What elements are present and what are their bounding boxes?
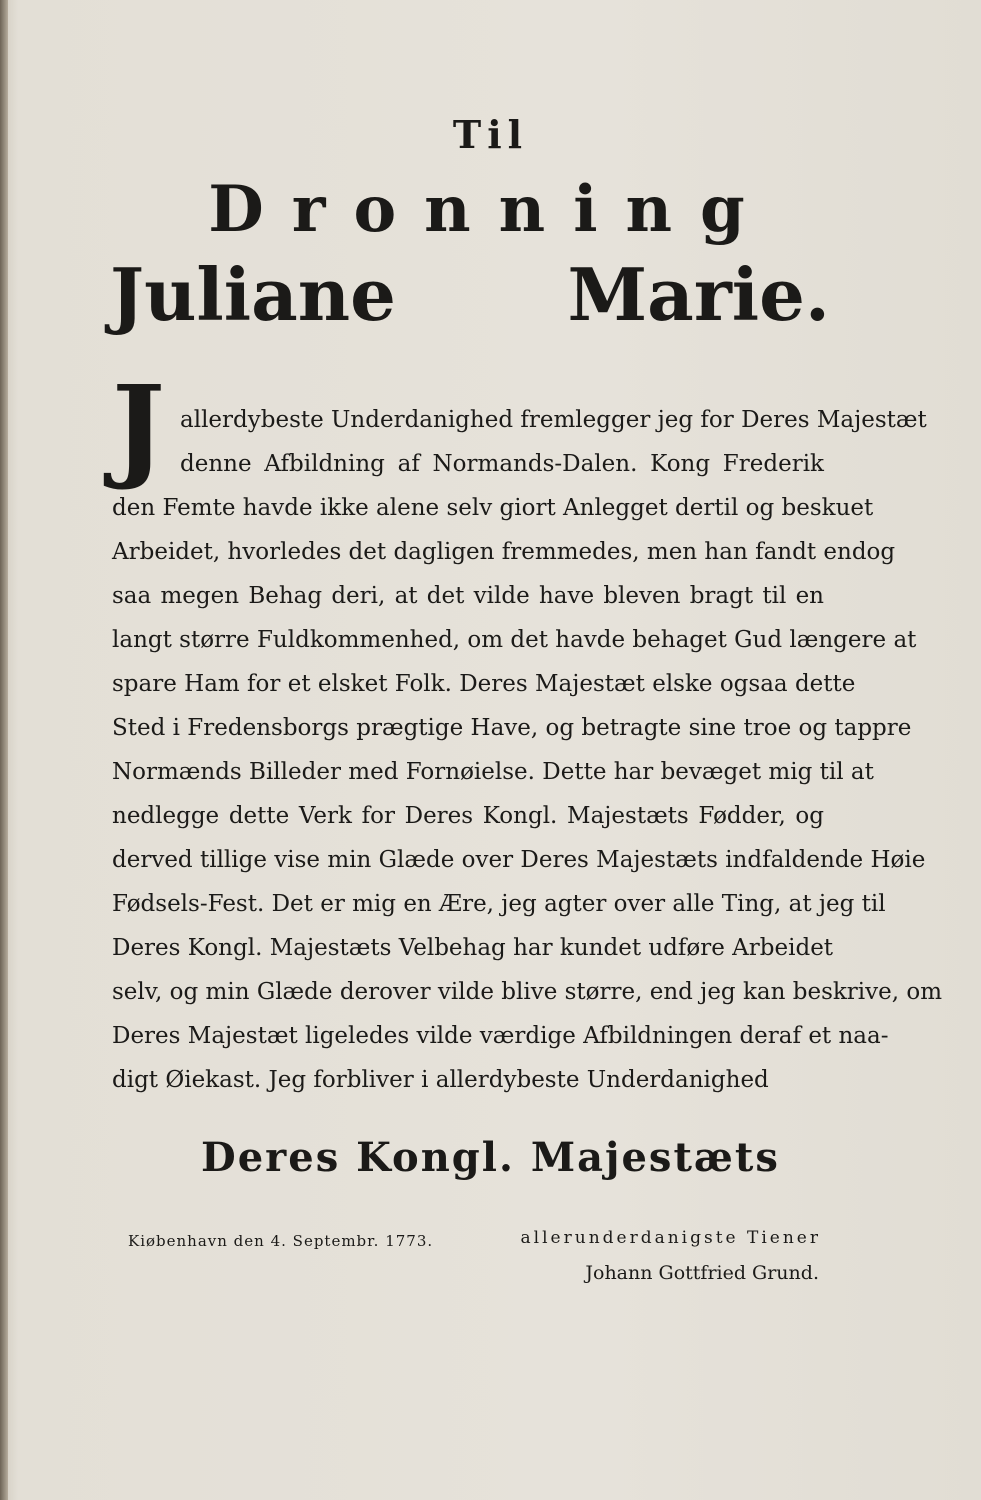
title-word: Marie. [567,252,830,337]
place-and-date: Kiøbenhavn den 4. Septembr. 1773. [128,1232,434,1250]
body-line: Deres Majestæt ligeledes vilde værdige Afbildningen deraf et naa- [112,1023,889,1049]
body-line: derved tillige vise min Glæde over Deres Majestæts indfaldende Høie [112,847,926,873]
drop-cap: J [112,362,165,493]
body-line: nedlegge dette Verk for Deres Kongl. Majestæts Fødder, og [112,803,824,829]
body-line: selv, og min Glæde derover vilde blive større, end jeg kan beskrive, om [112,979,943,1005]
signatory-role: allerunderdanigste Tiener [520,1228,821,1248]
body-line: denne Afbildning af Normands-Dalen. Kong Frederik [180,451,824,477]
body-line: digt Øiekast. Jeg forbliver i allerdybeste Underdanighed [112,1067,769,1093]
dedication-title-line2 [110,252,830,337]
dedication-title-line1: Dronning [208,172,773,247]
dedication-body [112,398,943,1102]
closing-salutation: Deres Kongl. Majestæts [201,1134,780,1181]
signatory-name: Johann Gottfried Grund. [585,1262,819,1284]
body-line: Deres Kongl. Majestæts Velbehag har kundet udføre Arbeidet [112,935,834,961]
body-line: Normænds Billeder med Fornøielse. Dette har bevæget mig til at [112,759,874,785]
body-line: den Femte havde ikke alene selv giort Anlegget dertil og beskuet [112,495,874,521]
body-line: Arbeidet, hvorledes det dagligen fremmedes, men han fandt endog [112,539,896,565]
body-line: Fødsels-Fest. Det er mig en Ære, jeg agter over alle Ting, at jeg til [112,891,886,917]
body-line: saa megen Behag deri, at det vilde have bleven bragt til en [112,583,824,609]
body-line: langt større Fuldkommenhed, om det havde behaget Gud længere at [112,627,917,653]
title-word: Juliane [110,252,396,337]
dedication-to: Til [452,112,529,157]
body-line: allerdybeste Underdanighed fremlegger jeg for Deres Majestæt [180,407,927,433]
body-line: Sted i Fredensborgs prægtige Have, og betragte sine troe og tappre [112,715,912,741]
body-line: spare Ham for et elsket Folk. Deres Majestæt elske ogsaa dette [112,671,856,697]
